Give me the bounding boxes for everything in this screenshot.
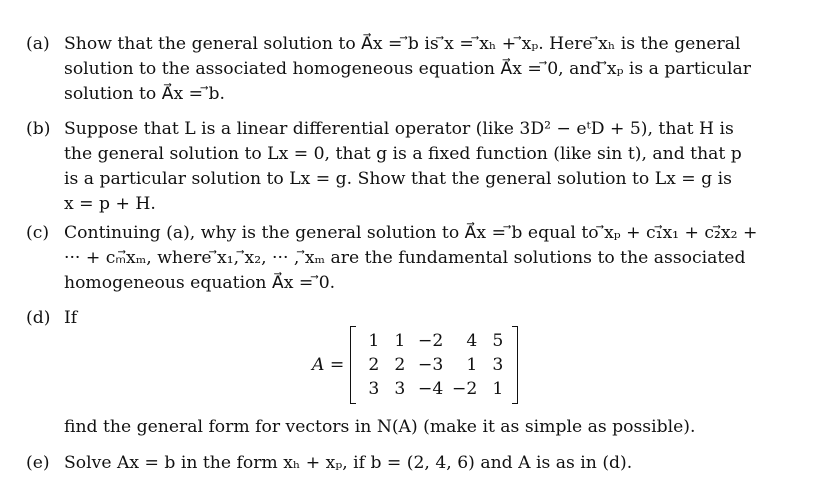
- text-line: is a particular solution to Lx = g. Show that the general solution to Lx = g is: [64, 169, 732, 189]
- matrix-cell: 1: [394, 331, 406, 351]
- problem-text: [64, 32, 816, 107]
- problem-c: [26, 221, 816, 296]
- matrix-cell: 5: [492, 331, 504, 351]
- matrix-cell: 2: [368, 355, 380, 375]
- matrix-cell: 3: [394, 379, 406, 399]
- text-line: solution to A⃗x = ⃗b.: [64, 84, 225, 104]
- problem-a: [26, 32, 816, 107]
- problem-label: (e): [26, 453, 50, 473]
- matrix-cell: 4: [466, 331, 478, 351]
- problem-text: [64, 451, 816, 476]
- problem-text: [64, 415, 816, 440]
- text-line: Show that the general solution to A⃗x = ⃗b is ⃗x = ⃗xₕ + ⃗xₚ. Here ⃗xₕ is the general: [64, 34, 741, 54]
- text-line: x = p + H.: [64, 194, 156, 214]
- text-line: the general solution to Lx = 0, that g is a fixed function (like sin t), and that p: [64, 144, 742, 164]
- matrix-cell: −2: [417, 331, 444, 351]
- matrix-cell: 1: [368, 331, 380, 351]
- text-line: If: [64, 308, 78, 328]
- matrix-label: A =: [312, 354, 345, 375]
- text-line: homogeneous equation A⃗x = ⃗0.: [64, 273, 336, 293]
- problem-d-continued: [26, 415, 816, 440]
- matrix-cell: −3: [417, 355, 444, 375]
- problem-label: (a): [26, 34, 50, 54]
- text-line: find the general form for vectors in N(A) (make it as simple as possible).: [64, 417, 696, 437]
- problem-text: [64, 221, 816, 296]
- matrix-cell: 3: [492, 355, 504, 375]
- problem-label: (b): [26, 119, 51, 139]
- text-line: Continuing (a), why is the general solution to A⃗x = ⃗b equal to ⃗xₚ + c₁⃗x₁ + c₂⃗x₂ +: [64, 223, 758, 243]
- matrix-cell: 2: [394, 355, 406, 375]
- text-line: ··· + cₘ⃗xₘ, where ⃗x₁, ⃗x₂, ··· , ⃗xₘ are the fundamental solutions to the associated: [64, 248, 746, 268]
- matrix-cell: −4: [417, 379, 444, 399]
- problem-label: (d): [26, 308, 51, 328]
- problem-text: [64, 117, 816, 217]
- problem-e: [26, 451, 816, 476]
- text-line: solution to the associated homogeneous equation A⃗x = ⃗0, and ⃗xₚ is a particular: [64, 59, 751, 79]
- matrix-cell: −2: [451, 379, 478, 399]
- matrix-cell: 3: [368, 379, 380, 399]
- problem-label: (c): [26, 223, 50, 243]
- matrix-display: [312, 325, 518, 405]
- text-line: Solve Ax = b in the form xₕ + xₚ, if b = (2, 4, 6) and A is as in (d).: [64, 453, 633, 473]
- matrix-cell: 1: [492, 379, 504, 399]
- matrix-cell: 1: [466, 355, 478, 375]
- text-line: Suppose that L is a linear differential operator (like 3D² − eᵗD + 5), that H is: [64, 119, 734, 139]
- matrix-A: [350, 327, 518, 403]
- problem-b: [26, 117, 816, 217]
